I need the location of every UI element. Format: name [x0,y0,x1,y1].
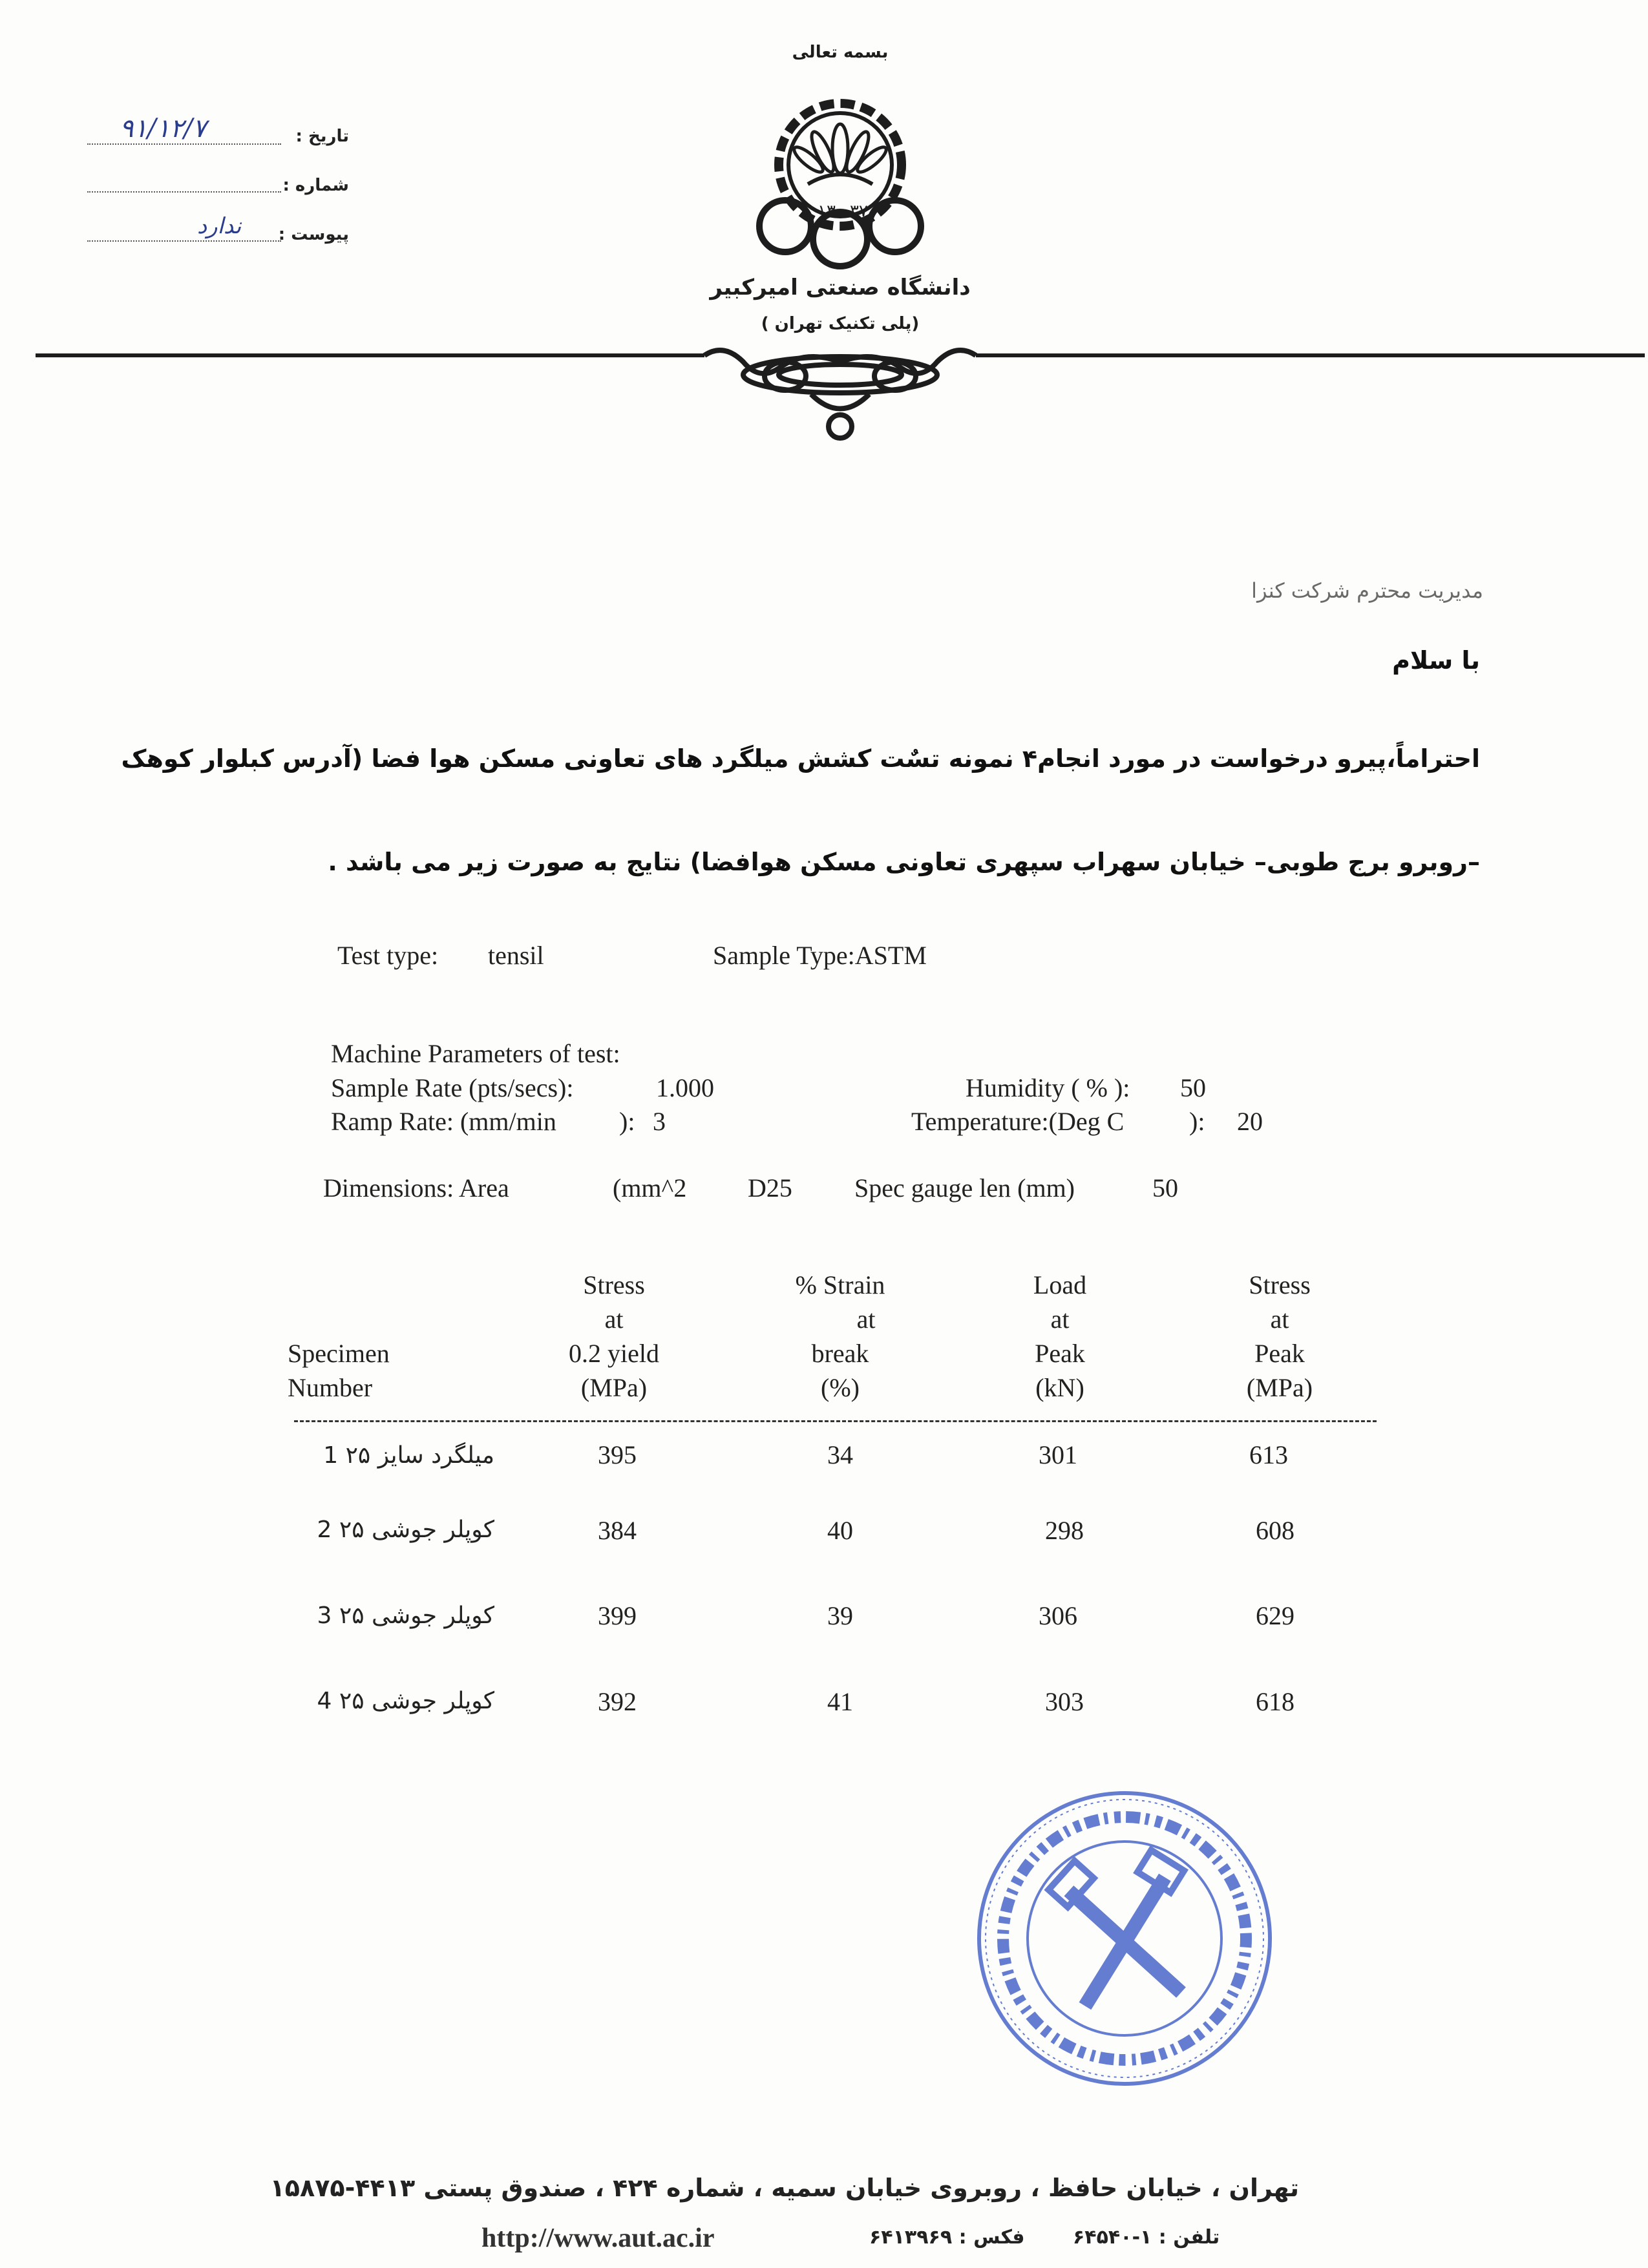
svg-text:۳۷: ۳۷ [850,202,868,221]
header-specimen [288,1336,417,1405]
gauge-label: Spec gauge len (mm) [854,1173,1075,1202]
temperature-label: Temperature:(Deg C [911,1107,1125,1136]
humidity-label: Humidity ( % ): [966,1073,1130,1102]
letter-line-2: –روبرو برج طوبی– خیابان سهراب سپهری تعاونی مسکن هوافضا) نتایج به صورت زیر می باشد . [328,848,1480,876]
attachment-field [87,240,281,242]
sample-type: Sample Type:ASTM [713,941,927,970]
header-yield [553,1268,675,1405]
test-type-label: Test type: [337,941,439,970]
area-unit: (mm^2 [613,1173,687,1202]
peak-stress-cell: 629 [1256,1601,1294,1630]
specimen-cell: میلگرد سایز ۲۵ 1 [323,1442,494,1469]
peak-stress-cell: 613 [1249,1440,1288,1469]
recipient: مدیریت محترم شرکت کنزا [1251,578,1483,603]
header-line: 0.2 yield [569,1339,659,1368]
header-line: at [604,1305,624,1334]
sample-rate-value: 1.000 [656,1073,714,1102]
peak-stress-cell: 608 [1256,1516,1294,1545]
greeting: با سلام [1392,646,1480,675]
ornamental-divider [36,336,1645,452]
footer-fax: فکس : ۶۴۱۳۹۶۹ [869,2226,1025,2249]
machine-params-title: Machine Parameters of test: [331,1039,620,1068]
sample-rate-label: Sample Rate (pts/secs): [331,1073,574,1102]
load-cell: 298 [1045,1516,1084,1545]
header-line: Peak [1035,1339,1085,1368]
load-cell: 301 [1039,1440,1077,1469]
header-line: Load [1033,1270,1087,1299]
attachment-handwritten: ندارد [197,213,242,239]
peak-stress-cell: 618 [1256,1687,1294,1716]
strain-cell: 39 [827,1601,853,1630]
strain-cell: 41 [827,1687,853,1716]
strain-cell: 34 [827,1440,853,1469]
footer-url[interactable]: http://www.aut.ac.ir [481,2223,715,2253]
ramp-rate-suffix: ): [619,1107,635,1136]
header-strain [776,1268,905,1405]
attachment-label: پیوست : [278,225,349,244]
university-subtitle: (پلی تکنیک تهران ) [761,314,920,333]
header-line: (MPa) [580,1373,648,1402]
letter-line-1: احتراماً،پیرو درخواست در مورد انجام۴ نمونه تسٌت کشش میلگرد های تعاونی مسکن هوا فضا (آدرس کبلوار کوهک [121,744,1480,773]
invocation: بسمه تعالی [792,43,889,62]
ramp-rate-label: Ramp Rate: (mm/min [331,1107,556,1136]
university-logo [746,87,934,275]
university-name: دانشگاه صنعتی امیرکبیر [710,275,971,300]
date-handwritten: ۹۱/۱۲/۷ [120,114,207,143]
header-line: Number [288,1373,373,1402]
header-line: at [1270,1305,1289,1334]
gauge-value: 50 [1152,1173,1178,1202]
header-load [1002,1268,1118,1405]
strain-cell: 40 [827,1516,853,1545]
department-stamp [945,1759,1303,2117]
humidity-value: 50 [1180,1073,1206,1102]
footer-phone: تلفن : ۱-۶۴۵۴۰ [1073,2226,1220,2249]
header-line: Peak [1254,1339,1305,1368]
diameter: D25 [748,1173,792,1202]
header-line: % Strain [795,1270,885,1299]
number-field [87,191,281,193]
date-label: تاریخ : [295,127,349,146]
number-label: شماره : [282,176,349,195]
header-peak-stress [1215,1268,1344,1405]
header-line: (MPa) [1246,1373,1313,1402]
table-header-divider [294,1420,1377,1422]
svg-text:۱۳: ۱۳ [818,202,836,221]
header-line: Specimen [288,1339,390,1368]
specimen-cell: کوپلر جوشی ۲۵ 4 [317,1688,494,1714]
load-cell: 303 [1045,1687,1084,1716]
header-line: Stress [1249,1270,1311,1299]
yield-cell: 399 [598,1601,637,1630]
header-line: break [811,1339,869,1368]
dimensions-label: Dimensions: Area [323,1173,509,1202]
header-line: (kN) [1035,1373,1084,1402]
header-line: at [856,1305,876,1334]
yield-cell: 395 [598,1440,637,1469]
yield-cell: 384 [598,1516,637,1545]
temperature-value: 20 [1237,1107,1263,1136]
specimen-cell: کوپلر جوشی ۲۵ 2 [317,1517,494,1543]
ramp-rate-value: 3 [653,1107,666,1136]
date-field [87,143,281,145]
header-line: (%) [821,1373,860,1402]
header-line: at [1050,1305,1070,1334]
temperature-suffix: ): [1189,1107,1205,1136]
footer-address: تهران ، خیابان حافظ ، روبروی خیابان سمیه ، شماره ۴۲۴ ، صندوق پستی ۴۴۱۳-۱۵۸۷۵ [269,2174,1299,2202]
yield-cell: 392 [598,1687,637,1716]
header-line: Stress [583,1270,645,1299]
test-type-value: tensil [488,941,544,970]
load-cell: 306 [1039,1601,1077,1630]
specimen-cell: کوپلر جوشی ۲۵ 3 [317,1602,494,1629]
